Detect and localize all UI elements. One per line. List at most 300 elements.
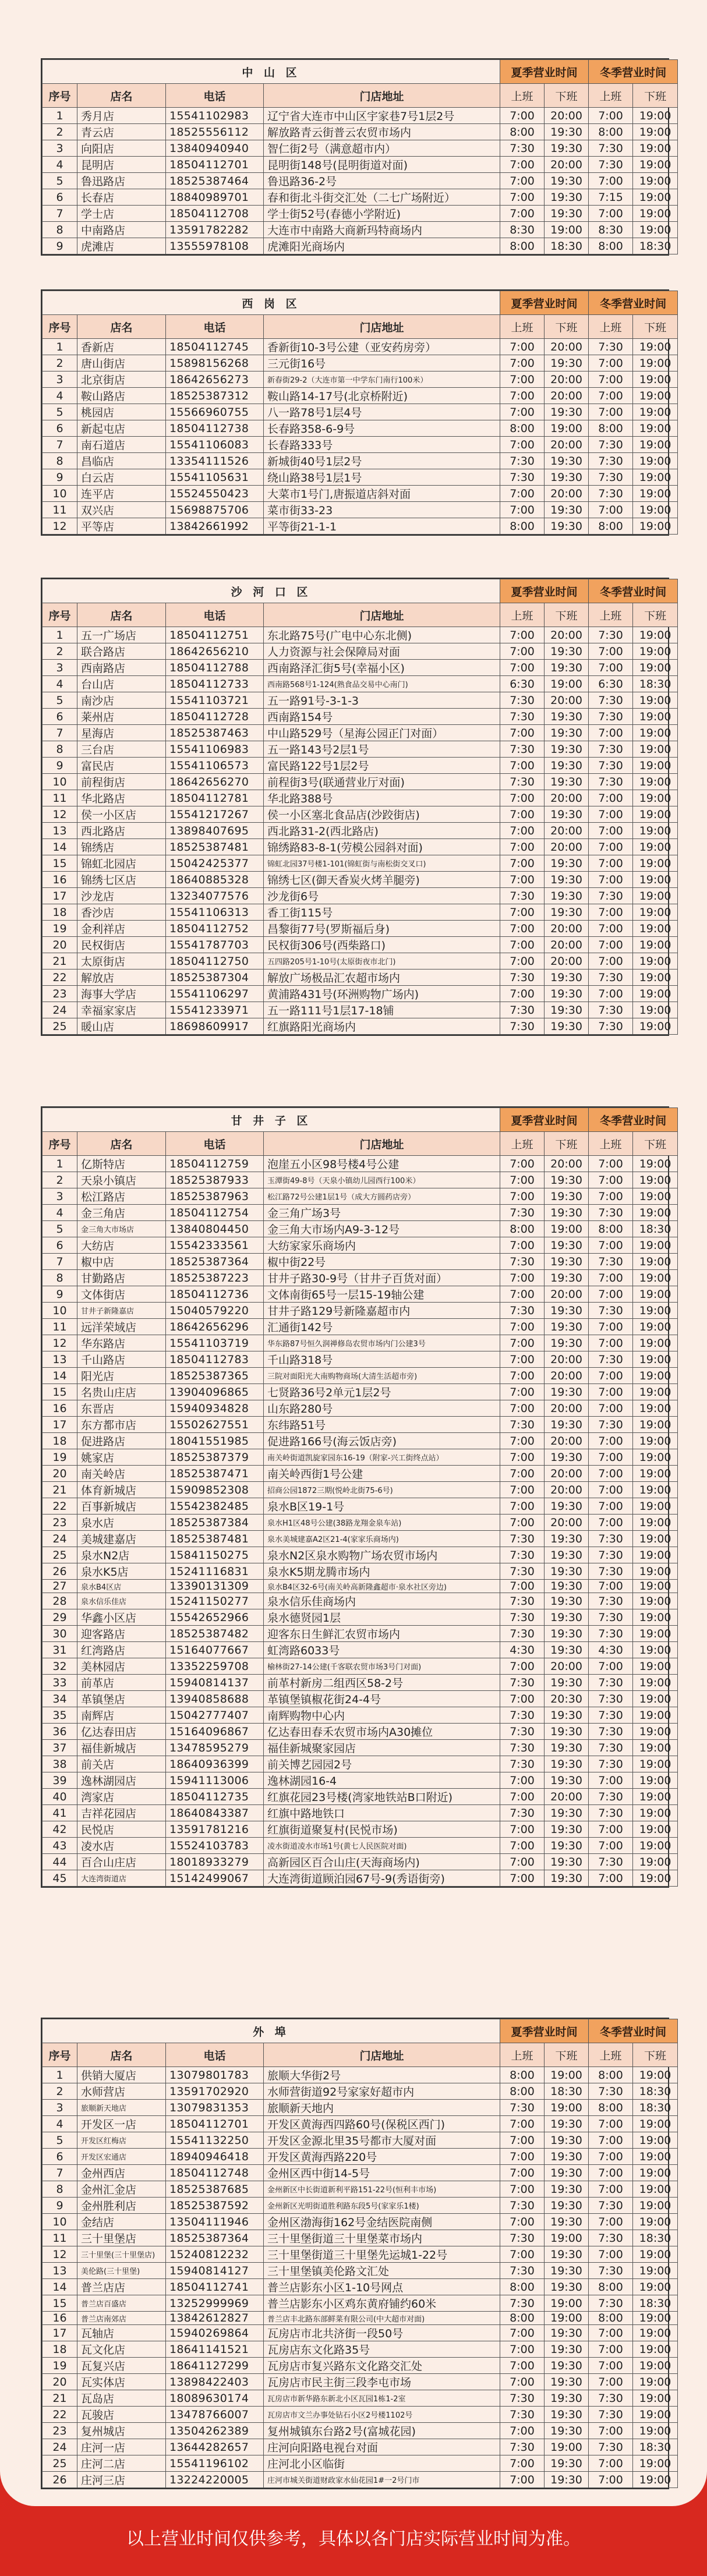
store-number: 8 [43, 2181, 77, 2198]
store-name: 阳光店 [77, 1368, 166, 1384]
winter-hours-header: 冬季营业时间 [589, 291, 678, 315]
winter-close-time: 19:00 [633, 790, 678, 806]
winter-open-time: 7:00 [589, 371, 633, 388]
store-number: 20 [43, 2374, 77, 2390]
winter-close-time: 19:00 [633, 486, 678, 502]
winter-close-time: 19:00 [633, 222, 678, 238]
store-name: 西北路店 [77, 823, 166, 839]
summer-close-time: 18:30 [545, 2083, 589, 2100]
table-row [43, 1821, 678, 1838]
summer-close-time: 19:30 [545, 2455, 589, 2472]
winter-close-time: 19:00 [633, 1821, 678, 1838]
store-phone: 13354111526 [166, 453, 264, 469]
store-name: 瓦轴店 [77, 2325, 166, 2341]
store-phone: 18504112735 [166, 1789, 264, 1805]
store-number: 26 [43, 1563, 77, 1580]
winter-open-time: 7:00 [589, 1821, 633, 1838]
store-name: 促进路店 [77, 1433, 166, 1449]
summer-close-time: 19:30 [545, 140, 589, 157]
store-address: 昆明街148号(昆明街道对面) [264, 157, 500, 173]
winter-open-time: 7:00 [589, 1466, 633, 1482]
store-number: 6 [43, 420, 77, 437]
table-row [43, 518, 678, 535]
winter-open-time: 7:00 [589, 2341, 633, 2358]
store-number: 4 [43, 2116, 77, 2132]
winter-open-time: 7:00 [589, 806, 633, 823]
table-row [43, 969, 678, 986]
summer-close-time: 19:30 [545, 1172, 589, 1188]
summer-open-time: 7:00 [500, 1400, 545, 1417]
store-phone: 15898156268 [166, 355, 264, 371]
store-name: 大连湾街道店 [77, 1870, 166, 1887]
store-address: 香工街115号 [264, 904, 500, 921]
store-name: 千山路店 [77, 1351, 166, 1368]
winter-open-time: 7:00 [589, 1433, 633, 1449]
winter-open-time: 7:00 [589, 173, 633, 189]
winter-close-time: 18:30 [633, 2230, 678, 2246]
summer-close-time: 20:00 [545, 823, 589, 839]
section-zhongshan [41, 58, 669, 256]
summer-open-time: 7:00 [500, 986, 545, 1002]
store-phone: 18525387365 [166, 1368, 264, 1384]
store-address: 金州新区光明街道胜利路东段5号(家家乐1楼) [264, 2198, 500, 2214]
summer-close-time: 19:30 [545, 1205, 589, 1221]
winter-open-time: 7:30 [589, 1724, 633, 1740]
store-number: 24 [43, 1531, 77, 1547]
summer-close-time: 20:00 [545, 437, 589, 453]
summer-close-time: 20:00 [545, 1433, 589, 1449]
col-store-name-header: 店名 [77, 84, 166, 108]
store-name: 福佳新城店 [77, 1740, 166, 1756]
winter-open-time: 8:00 [589, 2279, 633, 2295]
col-store-name-header: 店名 [77, 603, 166, 627]
winter-close-header: 下班 [633, 603, 678, 627]
winter-close-time: 19:00 [633, 1756, 678, 1772]
winter-open-time: 7:00 [589, 790, 633, 806]
store-number: 18 [43, 2341, 77, 2358]
store-address: 复州城镇东台路2号(富城花园) [264, 2423, 500, 2439]
table-row [43, 173, 678, 189]
summer-close-time: 19:30 [545, 1593, 589, 1609]
store-number: 13 [43, 1351, 77, 1368]
table-row [43, 2083, 678, 2100]
winter-open-time: 7:30 [589, 709, 633, 725]
summer-open-time: 7:00 [500, 1789, 545, 1805]
store-name: 文体街店 [77, 1286, 166, 1303]
store-number: 8 [43, 453, 77, 469]
store-phone: 18504112751 [166, 627, 264, 643]
winter-close-time: 19:00 [633, 2198, 678, 2214]
summer-close-time: 19:30 [545, 1580, 589, 1593]
summer-open-header: 上班 [500, 2043, 545, 2067]
store-number: 10 [43, 486, 77, 502]
summer-open-time: 7:30 [500, 1531, 545, 1547]
store-phone: 15502627551 [166, 1417, 264, 1433]
store-address: 民权街306号(西柴路口) [264, 937, 500, 953]
winter-open-time: 7:30 [589, 1675, 633, 1691]
summer-close-time: 19:30 [545, 1547, 589, 1563]
summer-close-time: 19:30 [545, 1609, 589, 1626]
store-number: 16 [43, 2312, 77, 2325]
store-phone: 15541132250 [166, 2132, 264, 2149]
summer-open-time: 7:30 [500, 1254, 545, 1270]
store-phone: 15541102983 [166, 108, 264, 124]
section-ganjingzi [41, 1106, 669, 1888]
table-row [43, 1449, 678, 1466]
store-number: 16 [43, 872, 77, 888]
store-phone: 13842612827 [166, 2312, 264, 2325]
store-phone: 15541105631 [166, 469, 264, 486]
summer-close-time: 20:00 [545, 157, 589, 173]
store-name: 侯一小区店 [77, 806, 166, 823]
table-row [43, 1172, 678, 1188]
store-phone: 18525387471 [166, 1466, 264, 1482]
winter-close-time: 19:00 [633, 1563, 678, 1580]
store-name: 甘勤路店 [77, 1270, 166, 1286]
store-address: 金三角广场3号 [264, 1205, 500, 1221]
winter-close-time: 18:30 [633, 2083, 678, 2100]
store-name: 瓦岛店 [77, 2390, 166, 2407]
store-name: 南关岭店 [77, 1466, 166, 1482]
store-name: 新起屯店 [77, 420, 166, 437]
store-number: 24 [43, 2439, 77, 2455]
summer-open-time: 7:00 [500, 486, 545, 502]
store-phone: 13591702920 [166, 2083, 264, 2100]
store-address: 水师营街道92号家家好超市内 [264, 2083, 500, 2100]
winter-close-time: 19:00 [633, 643, 678, 660]
summer-close-time: 19:30 [545, 2325, 589, 2341]
store-number: 6 [43, 2149, 77, 2165]
store-name: 台山店 [77, 676, 166, 692]
table-row [43, 2374, 678, 2390]
store-address: 普兰店影东小区1-10号网点 [264, 2279, 500, 2295]
store-name: 前关店 [77, 1756, 166, 1772]
store-address: 三十里堡街道三十里堡菜市场内 [264, 2230, 500, 2246]
col-number-header: 序号 [43, 603, 77, 627]
store-address: 大连湾街道顾泊园67号-9(秀语街旁) [264, 1870, 500, 1887]
summer-close-time: 19:00 [545, 2230, 589, 2246]
summer-open-time: 7:30 [500, 1018, 545, 1035]
summer-close-time: 20:00 [545, 371, 589, 388]
store-address: 学士街52号(春德小学附近) [264, 206, 500, 222]
store-number: 8 [43, 1270, 77, 1286]
summer-open-time: 7:30 [500, 140, 545, 157]
col-address-header: 门店地址 [264, 1132, 500, 1156]
winter-open-time: 7:00 [589, 206, 633, 222]
summer-close-time: 19:30 [545, 969, 589, 986]
store-name: 泉水K5店 [77, 1563, 166, 1580]
store-address: 瓦房店市文兰办事处钻石小区2号楼1102号 [264, 2407, 500, 2423]
region-title: 西 岗 区 [43, 291, 500, 315]
store-phone: 13840940940 [166, 140, 264, 157]
winter-close-time: 18:30 [633, 2439, 678, 2455]
store-phone: 13079831353 [166, 2100, 264, 2116]
summer-open-time: 7:30 [500, 741, 545, 758]
summer-close-time: 19:30 [545, 986, 589, 1002]
table-row [43, 1531, 678, 1547]
summer-close-time: 20:00 [545, 1368, 589, 1384]
store-number: 9 [43, 1286, 77, 1303]
winter-close-time: 19:00 [633, 518, 678, 535]
winter-open-time: 7:30 [589, 1351, 633, 1368]
store-phone: 15541217267 [166, 806, 264, 823]
store-name: 甘井子新隆嘉店 [77, 1303, 166, 1319]
winter-open-time: 7:00 [589, 839, 633, 855]
summer-close-time: 20:00 [545, 692, 589, 709]
winter-open-time: 7:00 [589, 1772, 633, 1789]
store-name: 吉祥花园店 [77, 1805, 166, 1821]
store-number: 12 [43, 518, 77, 535]
summer-close-time: 19:30 [545, 725, 589, 741]
store-name: 湾家店 [77, 1789, 166, 1805]
store-number: 4 [43, 157, 77, 173]
store-address: 金州区西中街14-5号 [264, 2165, 500, 2181]
store-phone: 18640936399 [166, 1756, 264, 1772]
store-phone: 18642656273 [166, 371, 264, 388]
summer-open-time: 7:00 [500, 872, 545, 888]
winter-close-time: 19:00 [633, 2263, 678, 2279]
table-row [43, 2214, 678, 2230]
winter-open-time: 8:00 [589, 2067, 633, 2083]
store-phone: 15542652966 [166, 1609, 264, 1626]
store-name: 远洋荣域店 [77, 1319, 166, 1335]
winter-close-time: 19:00 [633, 806, 678, 823]
store-address: 华东路87号恒久润禅修岛农贸市场内门公建3号 [264, 1335, 500, 1351]
winter-close-time: 19:00 [633, 1740, 678, 1756]
store-phone: 15524550423 [166, 486, 264, 502]
store-number: 30 [43, 1626, 77, 1642]
winter-close-time: 19:00 [633, 206, 678, 222]
region-title: 中 山 区 [43, 60, 500, 84]
store-address: 沙龙街6号 [264, 888, 500, 904]
winter-close-time: 19:00 [633, 2358, 678, 2374]
summer-open-time: 7:00 [500, 1449, 545, 1466]
store-address: 中山路529号（星海公园正门对面） [264, 725, 500, 741]
store-name: 华东路店 [77, 1335, 166, 1351]
store-table [42, 1107, 678, 1887]
winter-close-time: 19:00 [633, 1335, 678, 1351]
store-name: 东晋店 [77, 1400, 166, 1417]
table-row [43, 2132, 678, 2149]
store-address: 富民路122号1层2号 [264, 758, 500, 774]
winter-open-time: 7:30 [589, 1593, 633, 1609]
store-number: 1 [43, 2067, 77, 2083]
store-phone: 18504112750 [166, 953, 264, 969]
winter-close-time: 19:00 [633, 1691, 678, 1707]
winter-close-time: 19:00 [633, 453, 678, 469]
store-name: 泉水信乐佳店 [77, 1593, 166, 1609]
table-row [43, 2439, 678, 2455]
store-number: 11 [43, 502, 77, 518]
summer-close-time: 19:30 [545, 1254, 589, 1270]
winter-close-header: 下班 [633, 1132, 678, 1156]
col-phone-header: 电话 [166, 84, 264, 108]
table-row [43, 1724, 678, 1740]
store-address: 千山路318号 [264, 1351, 500, 1368]
table-row [43, 2341, 678, 2358]
table-row [43, 1772, 678, 1789]
summer-open-time: 7:00 [500, 1838, 545, 1854]
summer-close-time: 19:00 [545, 420, 589, 437]
table-row [43, 1368, 678, 1384]
table-row [43, 2295, 678, 2312]
store-number: 22 [43, 969, 77, 986]
store-name: 开发区一店 [77, 2116, 166, 2132]
table-row [43, 1237, 678, 1254]
winter-open-time: 7:00 [589, 2423, 633, 2439]
table-row [43, 1466, 678, 1482]
store-number: 1 [43, 108, 77, 124]
store-address: 泉水B4区32-6号(南关岭高新隆鑫超市·泉水社区旁边) [264, 1580, 500, 1593]
winter-open-time: 7:00 [589, 1482, 633, 1498]
store-number: 12 [43, 806, 77, 823]
store-phone: 15541106083 [166, 437, 264, 453]
winter-close-time: 19:00 [633, 1707, 678, 1724]
col-phone-header: 电话 [166, 315, 264, 339]
col-number-header: 序号 [43, 2043, 77, 2067]
store-address: 泉水美城建嘉A2区21-4(家家乐商场内) [264, 1531, 500, 1547]
summer-open-time: 7:00 [500, 1237, 545, 1254]
summer-close-time: 19:00 [545, 1221, 589, 1237]
store-phone: 18525387463 [166, 725, 264, 741]
store-name: 莱州店 [77, 709, 166, 725]
summer-open-time: 7:30 [500, 2295, 545, 2312]
store-name: 前程街店 [77, 774, 166, 790]
winter-open-time: 7:30 [589, 2295, 633, 2312]
winter-close-time: 19:00 [633, 2214, 678, 2230]
store-address: 红旗花园23号楼(湾家地铁站B口附近) [264, 1789, 500, 1805]
summer-open-time: 7:00 [500, 1482, 545, 1498]
store-number: 1 [43, 627, 77, 643]
store-address: 西北路31-2(西北路店) [264, 823, 500, 839]
store-phone: 15042777407 [166, 1707, 264, 1724]
store-name: 星海店 [77, 725, 166, 741]
summer-open-time: 7:30 [500, 453, 545, 469]
store-name: 太原街店 [77, 953, 166, 969]
store-address: 旅顺新天地内 [264, 2100, 500, 2116]
table-row [43, 1221, 678, 1237]
table-row [43, 1593, 678, 1609]
store-number: 14 [43, 2279, 77, 2295]
table-row [43, 1351, 678, 1368]
winter-open-time: 7:00 [589, 2325, 633, 2341]
col-store-name-header: 店名 [77, 2043, 166, 2067]
table-row [43, 1563, 678, 1580]
store-number: 3 [43, 140, 77, 157]
store-address: 平等街21-1-1 [264, 518, 500, 535]
table-row [43, 2455, 678, 2472]
store-name: 普兰店百盛店 [77, 2295, 166, 2312]
table-row [43, 2116, 678, 2132]
winter-open-time: 7:00 [589, 1237, 633, 1254]
summer-close-time: 20:00 [545, 1466, 589, 1482]
store-address: 凌水街道凌水市场1号(黄七人民医院对面) [264, 1838, 500, 1854]
col-address-header: 门店地址 [264, 2043, 500, 2067]
store-number: 2 [43, 1172, 77, 1188]
store-number: 2 [43, 355, 77, 371]
winter-open-time: 7:30 [589, 1626, 633, 1642]
store-address: 瓦房店市民主街三段李屯市场 [264, 2374, 500, 2390]
summer-close-time: 19:30 [545, 1772, 589, 1789]
store-table [42, 291, 678, 535]
winter-close-time: 19:00 [633, 2149, 678, 2165]
summer-open-time: 7:30 [500, 1740, 545, 1756]
store-name: 鞍山路店 [77, 388, 166, 404]
winter-open-time: 8:00 [589, 2312, 633, 2325]
summer-open-time: 7:00 [500, 855, 545, 872]
winter-close-time: 19:00 [633, 2312, 678, 2325]
store-table [42, 579, 678, 1035]
table-row [43, 1515, 678, 1531]
winter-close-time: 19:00 [633, 2341, 678, 2358]
winter-open-time: 7:00 [589, 108, 633, 124]
store-number: 9 [43, 2198, 77, 2214]
table-row [43, 1018, 678, 1035]
winter-close-time: 19:00 [633, 108, 678, 124]
summer-open-time: 7:30 [500, 2439, 545, 2455]
winter-close-time: 19:00 [633, 692, 678, 709]
store-phone: 18525387312 [166, 388, 264, 404]
store-phone: 18642656296 [166, 1319, 264, 1335]
table-row [43, 339, 678, 355]
store-address: 文体南街65号一层15-19轴公建 [264, 1286, 500, 1303]
table-row [43, 2312, 678, 2325]
store-number: 18 [43, 1433, 77, 1449]
store-address: 大菜市1号门,唐振道店斜对面 [264, 486, 500, 502]
store-address: 瓦房店市新华路东新北小区瓦园1栋1-2室 [264, 2390, 500, 2407]
winter-close-time: 19:00 [633, 157, 678, 173]
store-address: 西南路154号 [264, 709, 500, 725]
winter-open-time: 7:00 [589, 1658, 633, 1675]
store-name: 泉水店 [77, 1515, 166, 1531]
store-address: 虹湾路6033号 [264, 1642, 500, 1658]
store-name: 亿达春田店 [77, 1724, 166, 1740]
store-address: 大纺家家乐商场内 [264, 1237, 500, 1254]
winter-close-time: 19:00 [633, 339, 678, 355]
table-row [43, 1838, 678, 1854]
summer-open-time: 8:00 [500, 124, 545, 140]
winter-close-time: 19:00 [633, 1870, 678, 1887]
winter-close-time: 19:00 [633, 953, 678, 969]
summer-close-time: 19:30 [545, 2116, 589, 2132]
table-row [43, 1580, 678, 1593]
store-name: 昌临店 [77, 453, 166, 469]
section-xigang [41, 289, 669, 536]
summer-close-time: 19:30 [545, 2198, 589, 2214]
store-address: 庄河向阳路电视台对面 [264, 2439, 500, 2455]
winter-open-time: 7:00 [589, 937, 633, 953]
winter-open-time: 7:00 [589, 1449, 633, 1466]
winter-close-time: 19:00 [633, 1772, 678, 1789]
store-number: 24 [43, 1002, 77, 1018]
summer-close-time: 19:30 [545, 355, 589, 371]
col-phone-header: 电话 [166, 603, 264, 627]
table-row [43, 937, 678, 953]
store-number: 33 [43, 1675, 77, 1691]
store-name: 三十里堡店 [77, 2230, 166, 2246]
table-row [43, 2472, 678, 2488]
store-phone: 18041551985 [166, 1433, 264, 1449]
store-address: 锦绣路83-8-1(劳模公园斜对面) [264, 839, 500, 855]
table-row [43, 1707, 678, 1724]
store-name: 五一广场店 [77, 627, 166, 643]
winter-open-time: 7:30 [589, 2198, 633, 2214]
store-phone: 15541196102 [166, 2455, 264, 2472]
winter-open-time: 7:30 [589, 2390, 633, 2407]
store-name: 解放店 [77, 969, 166, 986]
summer-close-time: 19:30 [545, 1002, 589, 1018]
summer-close-time: 19:30 [545, 1188, 589, 1205]
